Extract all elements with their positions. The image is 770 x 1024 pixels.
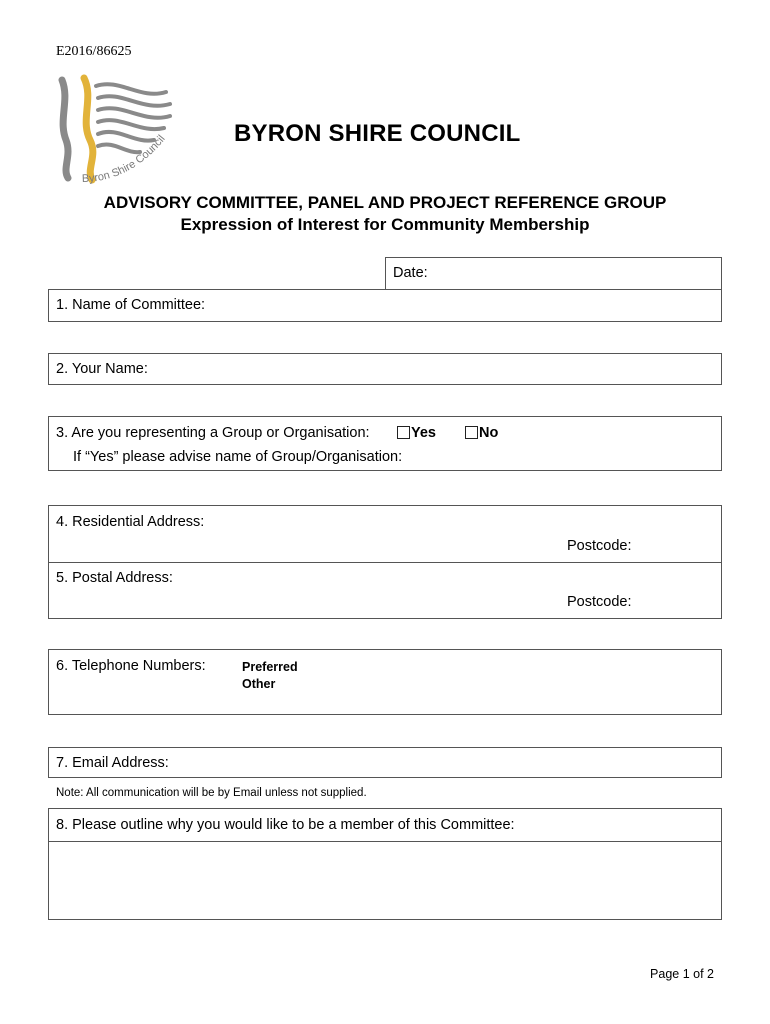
postal-address-label[interactable]: 5. Postal Address: — [56, 570, 173, 586]
yes-checkbox[interactable] — [397, 426, 410, 439]
yes-option[interactable] — [397, 425, 436, 441]
telephone-label: 6. Telephone Numbers: — [56, 658, 206, 674]
council-name: BYRON SHIRE COUNCIL — [234, 120, 521, 147]
email-field[interactable] — [48, 747, 722, 778]
reason-textarea[interactable] — [49, 842, 721, 919]
email-note: Note: All communication will be by Email unless not supplied. — [56, 787, 367, 799]
your-name-label: 2. Your Name: — [56, 361, 148, 377]
date-label: Date: — [393, 265, 428, 281]
yes-label: Yes — [411, 425, 436, 441]
address-divider — [49, 562, 721, 563]
email-label: 7. Email Address: — [56, 755, 169, 771]
committee-field[interactable] — [48, 289, 722, 322]
form-title: ADVISORY COMMITTEE, PANEL AND PROJECT REFERENCE GROUP — [103, 193, 667, 212]
no-checkbox[interactable] — [465, 426, 478, 439]
postal-postcode-label[interactable]: Postcode: — [567, 594, 632, 610]
committee-label: 1. Name of Committee: — [56, 297, 206, 313]
your-name-field[interactable] — [48, 353, 722, 385]
address-section — [48, 505, 722, 619]
logo-text: Byron Shire Council — [81, 133, 168, 186]
telephone-section — [48, 649, 722, 715]
no-label: No — [479, 425, 499, 441]
representing-label: 3. Are you representing a Group or Organisation: — [56, 425, 370, 441]
preferred-phone-label[interactable]: Preferred — [242, 660, 298, 674]
page-number: Page 1 of 2 — [650, 967, 714, 981]
council-logo — [40, 70, 190, 190]
other-phone-label[interactable]: Other — [242, 677, 276, 691]
residential-address-label[interactable]: 4. Residential Address: — [56, 514, 205, 530]
residential-postcode-label[interactable]: Postcode: — [567, 538, 632, 554]
date-field[interactable] — [385, 257, 722, 290]
reason-label: 8. Please outline why you would like to be a member of this Committee: — [56, 817, 515, 833]
no-option[interactable] — [465, 425, 498, 441]
document-reference: E2016/86625 — [56, 44, 132, 59]
representing-section — [48, 416, 722, 471]
reason-section — [48, 808, 722, 920]
form-subtitle: Expression of Interest for Community Membership — [180, 215, 590, 234]
group-name-label: If “Yes” please advise name of Group/Organisation: — [73, 449, 403, 465]
